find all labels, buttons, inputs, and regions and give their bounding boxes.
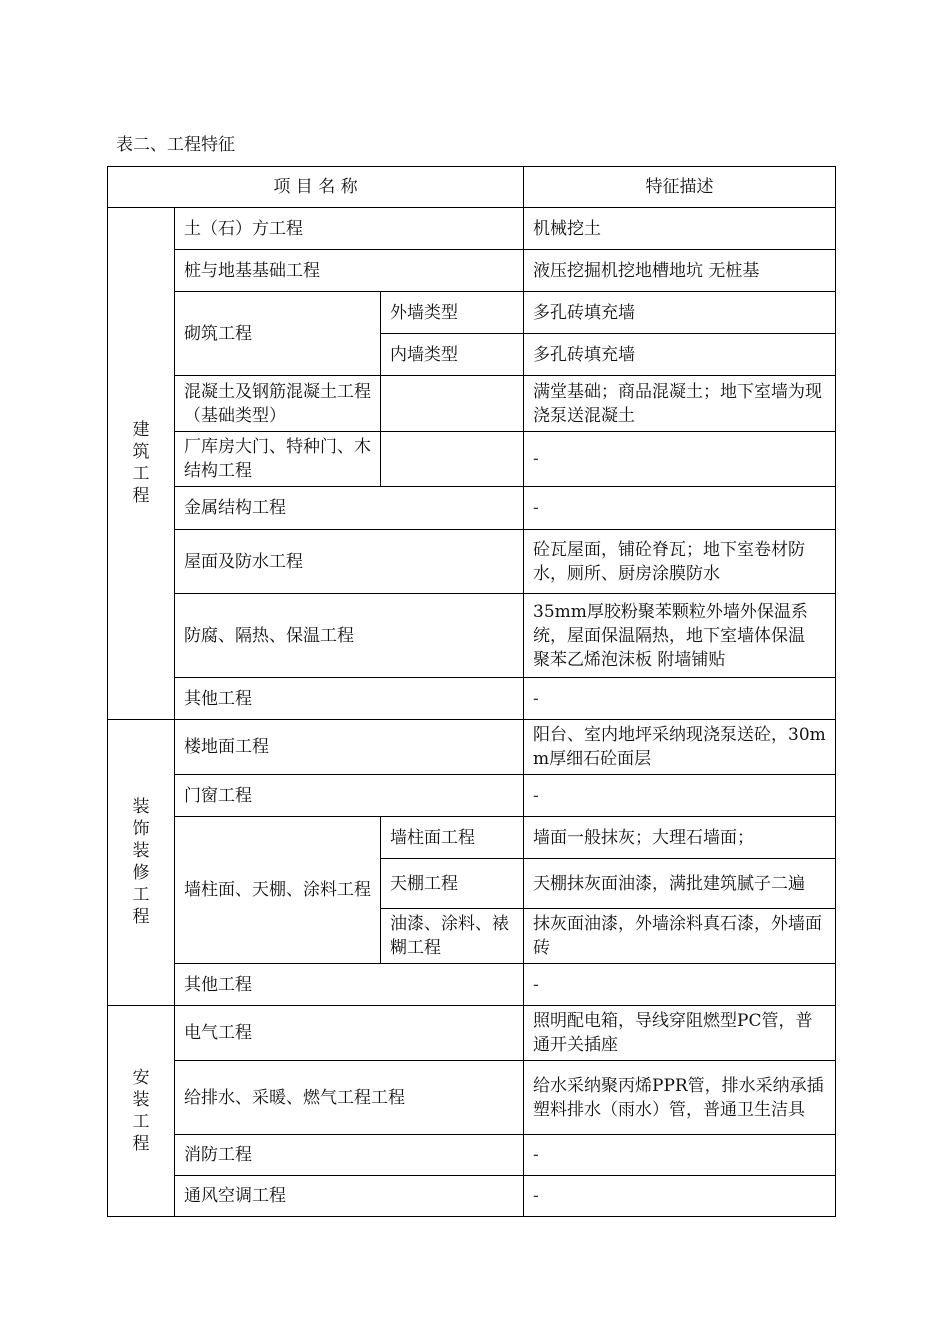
table-row <box>108 1135 836 1176</box>
item-desc: - <box>524 1135 836 1176</box>
table-row <box>108 376 836 432</box>
item-name: 砌筑工程 <box>175 292 381 376</box>
item-desc: 砼瓦屋面，铺砼脊瓦；地下室卷材防水，厕所、厨房涂膜防水 <box>524 530 836 594</box>
table-row <box>108 1061 836 1135</box>
item-name: 给排水、采暖、燃气工程工程 <box>175 1061 524 1135</box>
item-name: 通风空调工程 <box>175 1176 524 1217</box>
item-desc: - <box>524 487 836 530</box>
table-row <box>108 1176 836 1217</box>
table-row <box>108 775 836 817</box>
item-name: 其他工程 <box>175 678 524 720</box>
category-cell: 装饰装修工程 <box>108 720 175 1006</box>
item-name: 屋面及防水工程 <box>175 530 524 594</box>
item-desc: 照明配电箱，导线穿阻燃型PC管，普通开关插座 <box>524 1006 836 1061</box>
table-row <box>108 292 836 334</box>
item-sub: 墙柱面工程 <box>381 817 524 859</box>
header-item-name: 项 目 名 称 <box>108 167 524 208</box>
item-desc: - <box>524 775 836 817</box>
item-desc: 天棚抹灰面油漆，满批建筑腻子二遍 <box>524 859 836 909</box>
item-desc: - <box>524 678 836 720</box>
table-row <box>108 720 836 775</box>
item-desc: - <box>524 964 836 1006</box>
table-caption: 表二、工程特征 <box>116 135 235 155</box>
item-desc: 给水采纳聚丙烯PPR管，排水采纳承插塑料排水（雨水）管，普通卫生洁具 <box>524 1061 836 1135</box>
table-header-row <box>108 167 836 208</box>
item-name: 其他工程 <box>175 964 524 1006</box>
table-row <box>108 432 836 487</box>
item-sub <box>381 376 524 432</box>
item-desc: 液压挖掘机挖地槽地坑 无桩基 <box>524 250 836 292</box>
item-desc: 多孔砖填充墙 <box>524 292 836 334</box>
item-name: 混凝土及钢筋混凝土工程（基础类型） <box>175 376 381 432</box>
item-desc: 阳台、室内地坪采纳现浇泵送砼，30mm厚细石砼面层 <box>524 720 836 775</box>
item-desc: 35mm厚胶粉聚苯颗粒外墙外保温系统，屋面保温隔热，地下室墙体保温 聚苯乙烯泡沫板 附墙铺贴 <box>524 594 836 678</box>
item-name: 厂库房大门、特种门、木结构工程 <box>175 432 381 487</box>
header-feature-desc: 特征描述 <box>524 167 836 208</box>
item-name: 楼地面工程 <box>175 720 524 775</box>
item-name: 门窗工程 <box>175 775 524 817</box>
category-cell: 建筑工程 <box>108 208 175 720</box>
table-row <box>108 250 836 292</box>
item-sub: 油漆、涂料、裱糊工程 <box>381 909 524 964</box>
table-row <box>108 594 836 678</box>
item-desc: 满堂基础；商品混凝土；地下室墙为现浇泵送混凝土 <box>524 376 836 432</box>
item-name: 土（石）方工程 <box>175 208 524 250</box>
table-row <box>108 208 836 250</box>
item-name: 墙柱面、天棚、涂料工程 <box>175 817 381 964</box>
item-name: 防腐、隔热、保温工程 <box>175 594 524 678</box>
item-sub: 内墙类型 <box>381 334 524 376</box>
item-sub <box>381 432 524 487</box>
item-desc: - <box>524 432 836 487</box>
table-row <box>108 530 836 594</box>
item-name: 金属结构工程 <box>175 487 524 530</box>
table-row <box>108 1006 836 1061</box>
table-row <box>108 817 836 859</box>
table-row <box>108 487 836 530</box>
table-row <box>108 678 836 720</box>
item-desc: 多孔砖填充墙 <box>524 334 836 376</box>
item-desc: 机械挖土 <box>524 208 836 250</box>
item-desc: 抹灰面油漆，外墙涂料真石漆，外墙面砖 <box>524 909 836 964</box>
item-name: 消防工程 <box>175 1135 524 1176</box>
item-sub: 外墙类型 <box>381 292 524 334</box>
table-row <box>108 964 836 1006</box>
item-desc: - <box>524 1176 836 1217</box>
item-sub: 天棚工程 <box>381 859 524 909</box>
item-name: 电气工程 <box>175 1006 524 1061</box>
category-cell: 安装工程 <box>108 1006 175 1217</box>
item-name: 桩与地基基础工程 <box>175 250 524 292</box>
engineering-features-table <box>107 166 836 1217</box>
item-desc: 墙面一般抹灰；大理石墙面； <box>524 817 836 859</box>
